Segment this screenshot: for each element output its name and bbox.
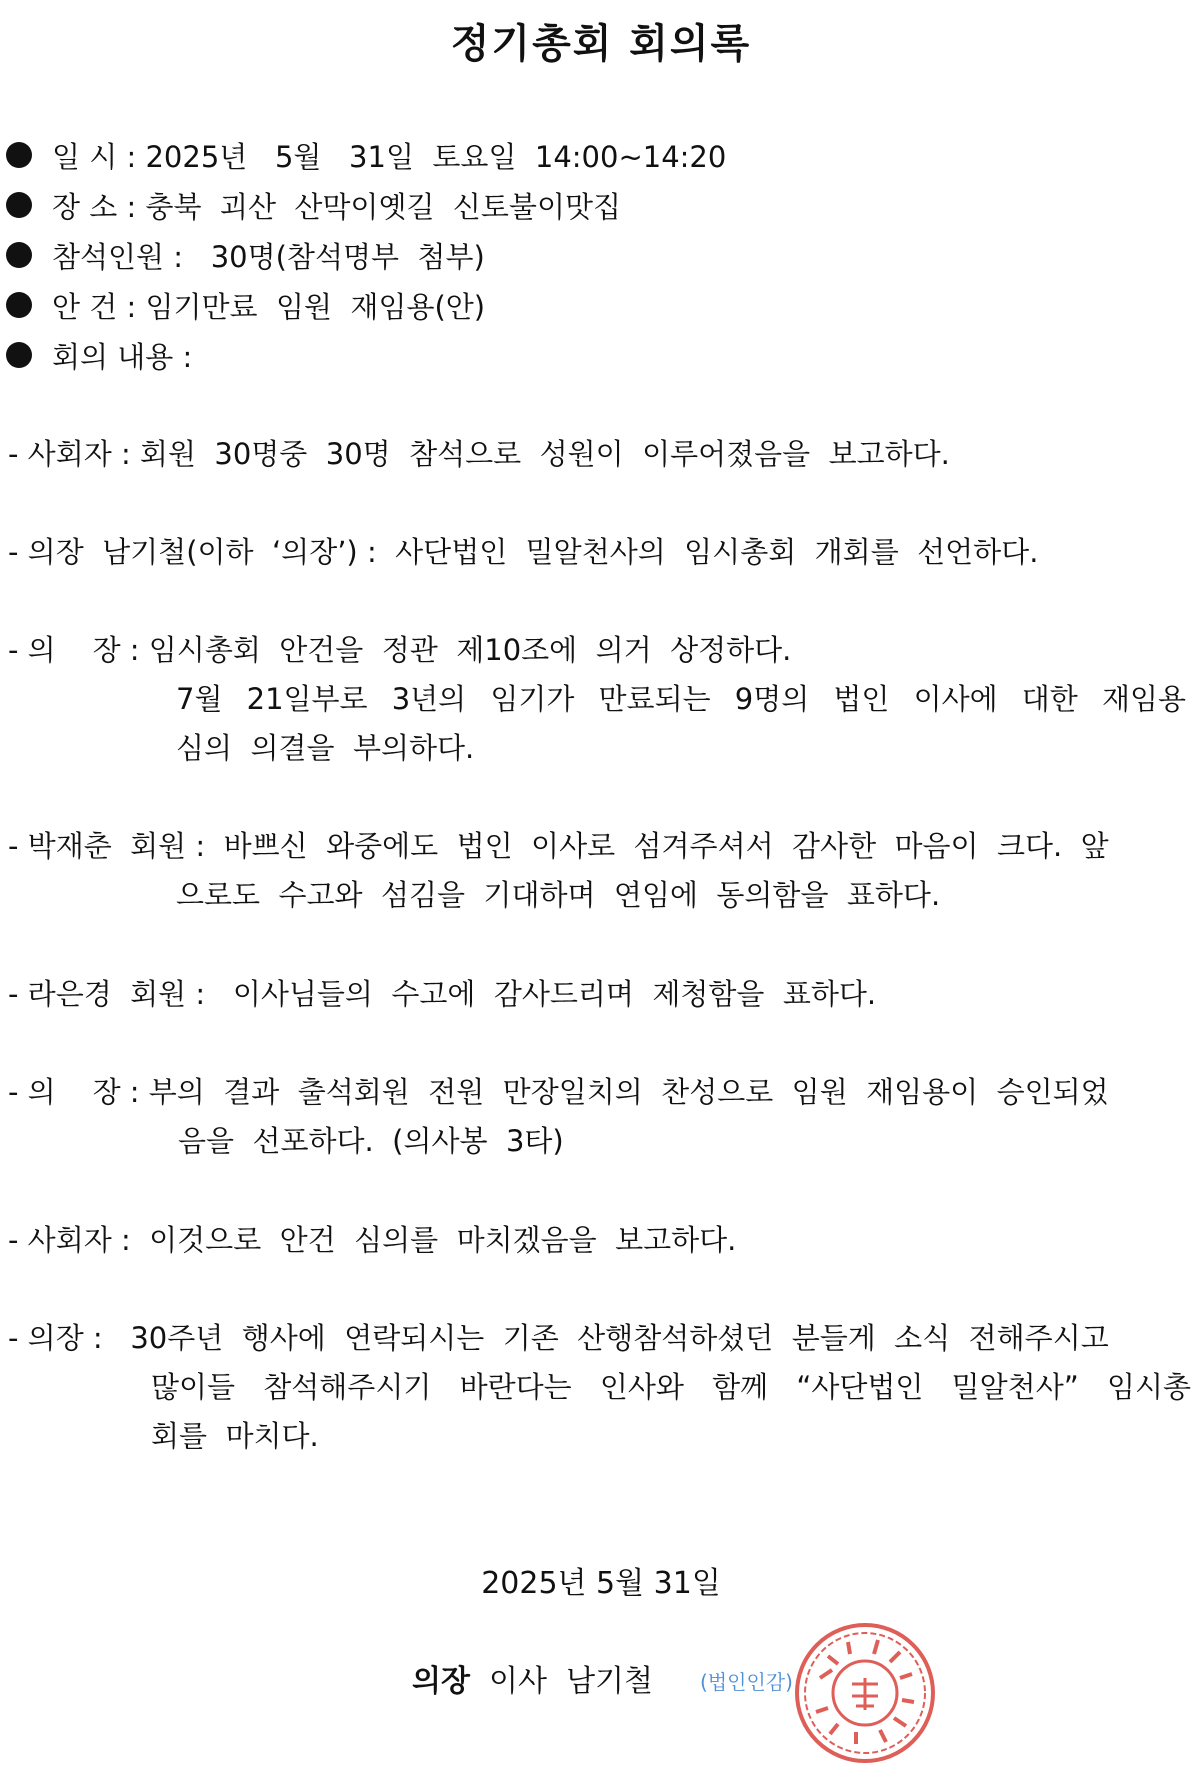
minutes-entry: [8, 822, 1198, 920]
info-item-place: [6, 180, 726, 230]
signature-line: [412, 1656, 653, 1700]
minutes-entry: [8, 626, 1198, 773]
entry-line: - 사회자 : 이것으로 안건 심의를 마치겠음을 보고하다.: [8, 1223, 737, 1257]
info-label: 일 시 :: [52, 139, 137, 174]
minutes-entry: [8, 430, 1198, 479]
entry-line: 7월 21일부로 3년의 임기가 만료되는 9명의 법인 이사에 대한 재임용: [176, 682, 1186, 716]
info-value: 2025년 5월 31일 토요일 14:00~14:20: [136, 139, 727, 174]
info-value: 임기만료 임원 재임용(안): [136, 289, 486, 324]
info-item-attendees: [6, 230, 726, 280]
entry-line: - 의 장 : 부의 결과 출석회원 전원 만장일치의 찬성으로 임원 재임용이 승인되었: [8, 1075, 1109, 1109]
entry-line: - 의 장 : 임시총회 안건을 정관 제10조에 의거 상정하다.: [8, 633, 792, 667]
info-value: 충북 괴산 산막이옛길 신토불이맛집: [136, 189, 621, 224]
minutes-entry: [8, 1068, 1198, 1166]
minutes-entry: [8, 1314, 1198, 1461]
entry-line: - 의장 남기철(이하 ‘의장’) : 사단법인 밀알천사의 임시총회 개회를 선언하다.: [8, 535, 1039, 569]
document-date: 2025년 5월 31일: [481, 1566, 721, 1601]
entry-line: - 박재춘 회원 : 바쁘신 와중에도 법인 이사로 섬겨주셔서 감사한 마음이 크다. 앞: [8, 829, 1109, 863]
info-item-content: [6, 330, 726, 380]
minutes-entry: [8, 1216, 1198, 1265]
info-item-datetime: [6, 130, 726, 180]
bullet-icon: [6, 242, 32, 268]
signature-name: 이사 남기철: [489, 1664, 654, 1699]
meeting-info-list: [6, 130, 726, 380]
minutes-entry: [8, 528, 1198, 577]
seal-label: (법인인감): [700, 1670, 793, 1694]
bullet-icon: [6, 292, 32, 318]
info-label: 회의 내용 :: [52, 339, 193, 374]
entry-line: 심의 의결을 부의하다.: [176, 731, 475, 765]
minutes-entry: [8, 970, 1198, 1019]
info-label: 안 건 :: [52, 289, 137, 324]
entry-line: - 라은경 회원 : 이사님들의 수고에 감사드리며 제청함을 표하다.: [8, 977, 877, 1011]
entry-line: - 의장 : 30주년 행사에 연락되시는 기존 산행참석하셨던 분들게 소식 전해주시고: [8, 1321, 1109, 1355]
bullet-icon: [6, 192, 32, 218]
info-label: 장 소 :: [52, 189, 137, 224]
entry-line: - 사회자 : 회원 30명중 30명 참석으로 성원이 이루어졌음을 보고하다.: [8, 437, 950, 471]
bullet-icon: [6, 142, 32, 168]
signature-role: 의장: [412, 1664, 470, 1699]
entry-line: 으로도 수고와 섬김을 기대하며 연임에 동의함을 표하다.: [176, 878, 941, 912]
bullet-icon: [6, 342, 32, 368]
entry-line: 음을 선포하다. (의사봉 3타): [178, 1124, 564, 1158]
document-title: 정기총회 회의록: [450, 21, 752, 67]
corporate-seal-icon: [790, 1618, 940, 1768]
info-item-agenda: [6, 280, 726, 330]
info-label: 참석인원 :: [52, 239, 184, 274]
entry-line: 많이들 참석해주시기 바란다는 인사와 함께 “사단법인 밀알천사” 임시총: [151, 1370, 1191, 1404]
info-value: 30명(참석명부 첨부): [183, 239, 485, 274]
entry-line: 회를 마치다.: [151, 1419, 319, 1453]
